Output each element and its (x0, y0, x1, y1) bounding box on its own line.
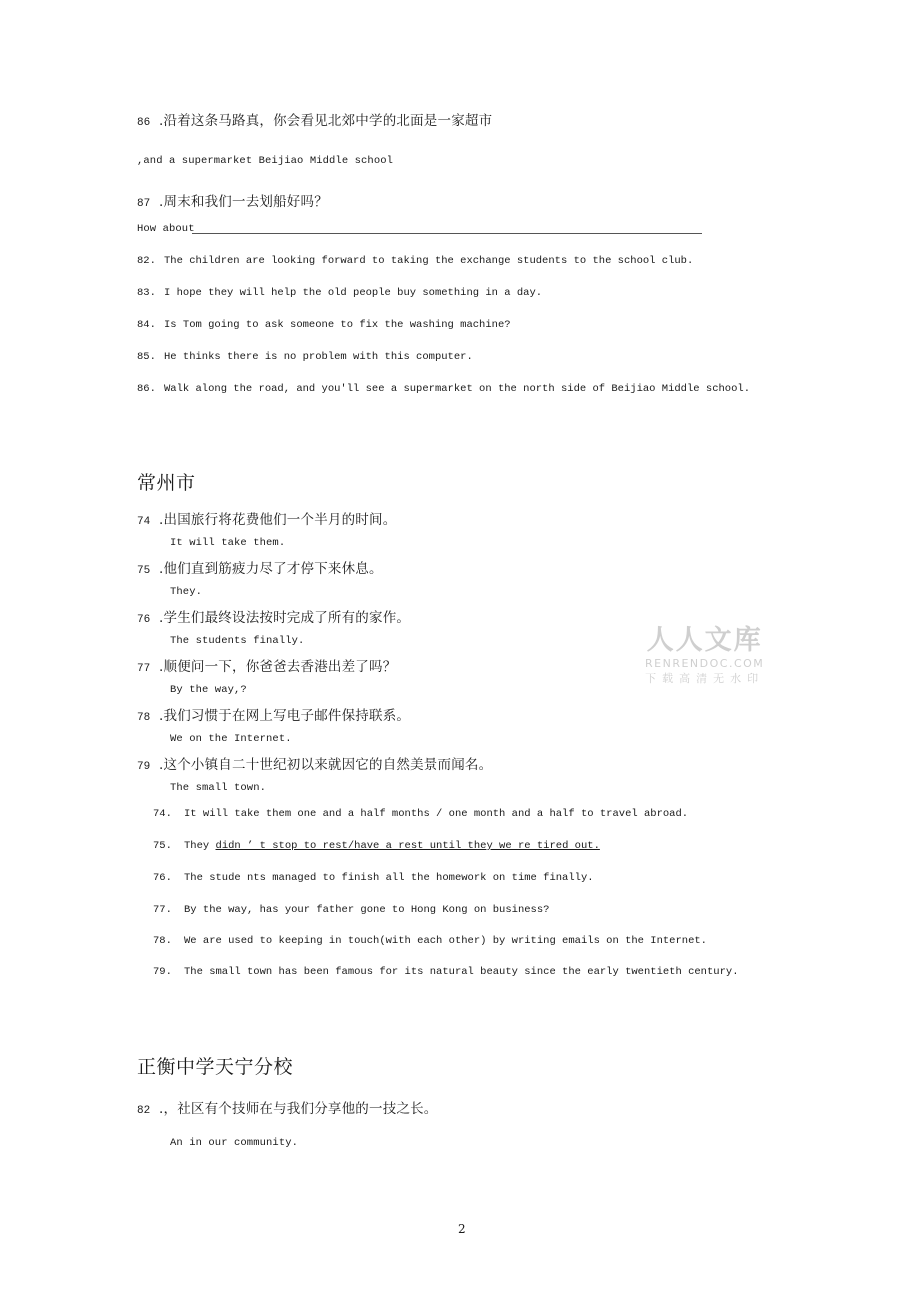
question-79 (137, 753, 492, 773)
answer-line-86: ,and a supermarket Beijiao Middle school (137, 155, 394, 167)
question-number: 82 (137, 1105, 151, 1117)
question-77 (137, 655, 396, 675)
section-title: 正衡中学天宁分校 (137, 1056, 294, 1078)
question-number: 74 (137, 516, 151, 528)
question-number: 78 (137, 712, 151, 724)
question-76 (137, 606, 410, 626)
question-text: .，社区有个技师在与我们分享他的一技之长。 (159, 1101, 438, 1117)
question-number: 87 (137, 198, 151, 210)
answer-prompt: We on the Internet. (170, 733, 292, 745)
underlined-answer: didn ’ t stop to rest/have a rest until they we re tired out. (215, 840, 600, 852)
answer-key-row: 74. It will take them one and a half months / one month and a half to travel abroad. (153, 808, 689, 820)
watermark-domain: RENRENDOC.COM (645, 657, 765, 670)
answer-key-row: 77. By the way, has your father gone to Hong Kong on business? (153, 904, 550, 916)
blank-underline (192, 233, 702, 234)
question-text: .我们习惯于在网上写电子邮件保持联系。 (159, 708, 411, 724)
page-number: 2 (458, 1222, 466, 1236)
question-number: 77 (137, 663, 151, 675)
question-86 (137, 109, 492, 129)
answer-key-row: 82. The children are looking forward to taking the exchange students to the school club. (137, 255, 694, 267)
answer-key-row: 83. I hope they will help the old people buy something in a day. (137, 287, 543, 299)
answer-line-87: How about (137, 223, 195, 235)
question-78 (137, 704, 410, 724)
question-number: 79 (137, 761, 151, 773)
answer-prompt: By the way,? (170, 684, 247, 696)
answer-prompt: They. (170, 586, 203, 598)
question-text: .周末和我们一去划船好吗？ (159, 194, 328, 210)
question-text: .学生们最终设法按时完成了所有的家作。 (159, 610, 411, 626)
answer-key-row: 75. They didn ’ t stop to rest/have a rest until they we re tired out. (153, 840, 600, 852)
answer-key-row: 84. Is Tom going to ask someone to fix the washing machine? (137, 319, 511, 331)
answer-key-row: 76. The stude nts managed to finish all the homework on time finally. (153, 872, 594, 884)
answer-prompt: The small town. (170, 782, 267, 794)
answer-key-row: 78. We are used to keeping in touch(with each other) by writing emails on the Internet. (153, 935, 707, 947)
question-87 (137, 190, 328, 210)
question-74 (137, 508, 396, 528)
question-text: .他们直到筋疲力尽了才停下来休息。 (159, 561, 383, 577)
question-82 (137, 1097, 438, 1117)
watermark-title: 人人文库 (646, 625, 763, 656)
question-number: 75 (137, 565, 151, 577)
question-text: .这个小镇自二十世纪初以来就因它的自然美景而闻名。 (159, 757, 493, 773)
question-number: 76 (137, 614, 151, 626)
question-75 (137, 557, 383, 577)
answer-key-row: 79. The small town has been famous for its natural beauty since the early twentieth century. (153, 966, 739, 978)
answer-key-row: 86. Walk along the road, and you'll see a supermarket on the north side of Beijiao Middle school. (137, 383, 750, 395)
question-number: 86 (137, 117, 151, 129)
question-text: .顺便问一下，你爸爸去香港出差了吗？ (159, 659, 397, 675)
answer-key-row: 85. He thinks there is no problem with this computer. (137, 351, 473, 363)
watermark-logo (645, 618, 764, 686)
question-text: .出国旅行将花费他们一个半月的时间。 (159, 512, 397, 528)
answer-prompt: An in our community. (170, 1137, 299, 1149)
watermark-tagline: 下载高清无水印 (645, 672, 765, 685)
section-title: 常州市 (137, 472, 196, 494)
answer-prompt: It will take them. (170, 537, 286, 549)
question-text: .沿着这条马路真，你会看见北郊中学的北面是一家超市 (159, 113, 493, 129)
answer-prompt: The students finally. (170, 635, 305, 647)
